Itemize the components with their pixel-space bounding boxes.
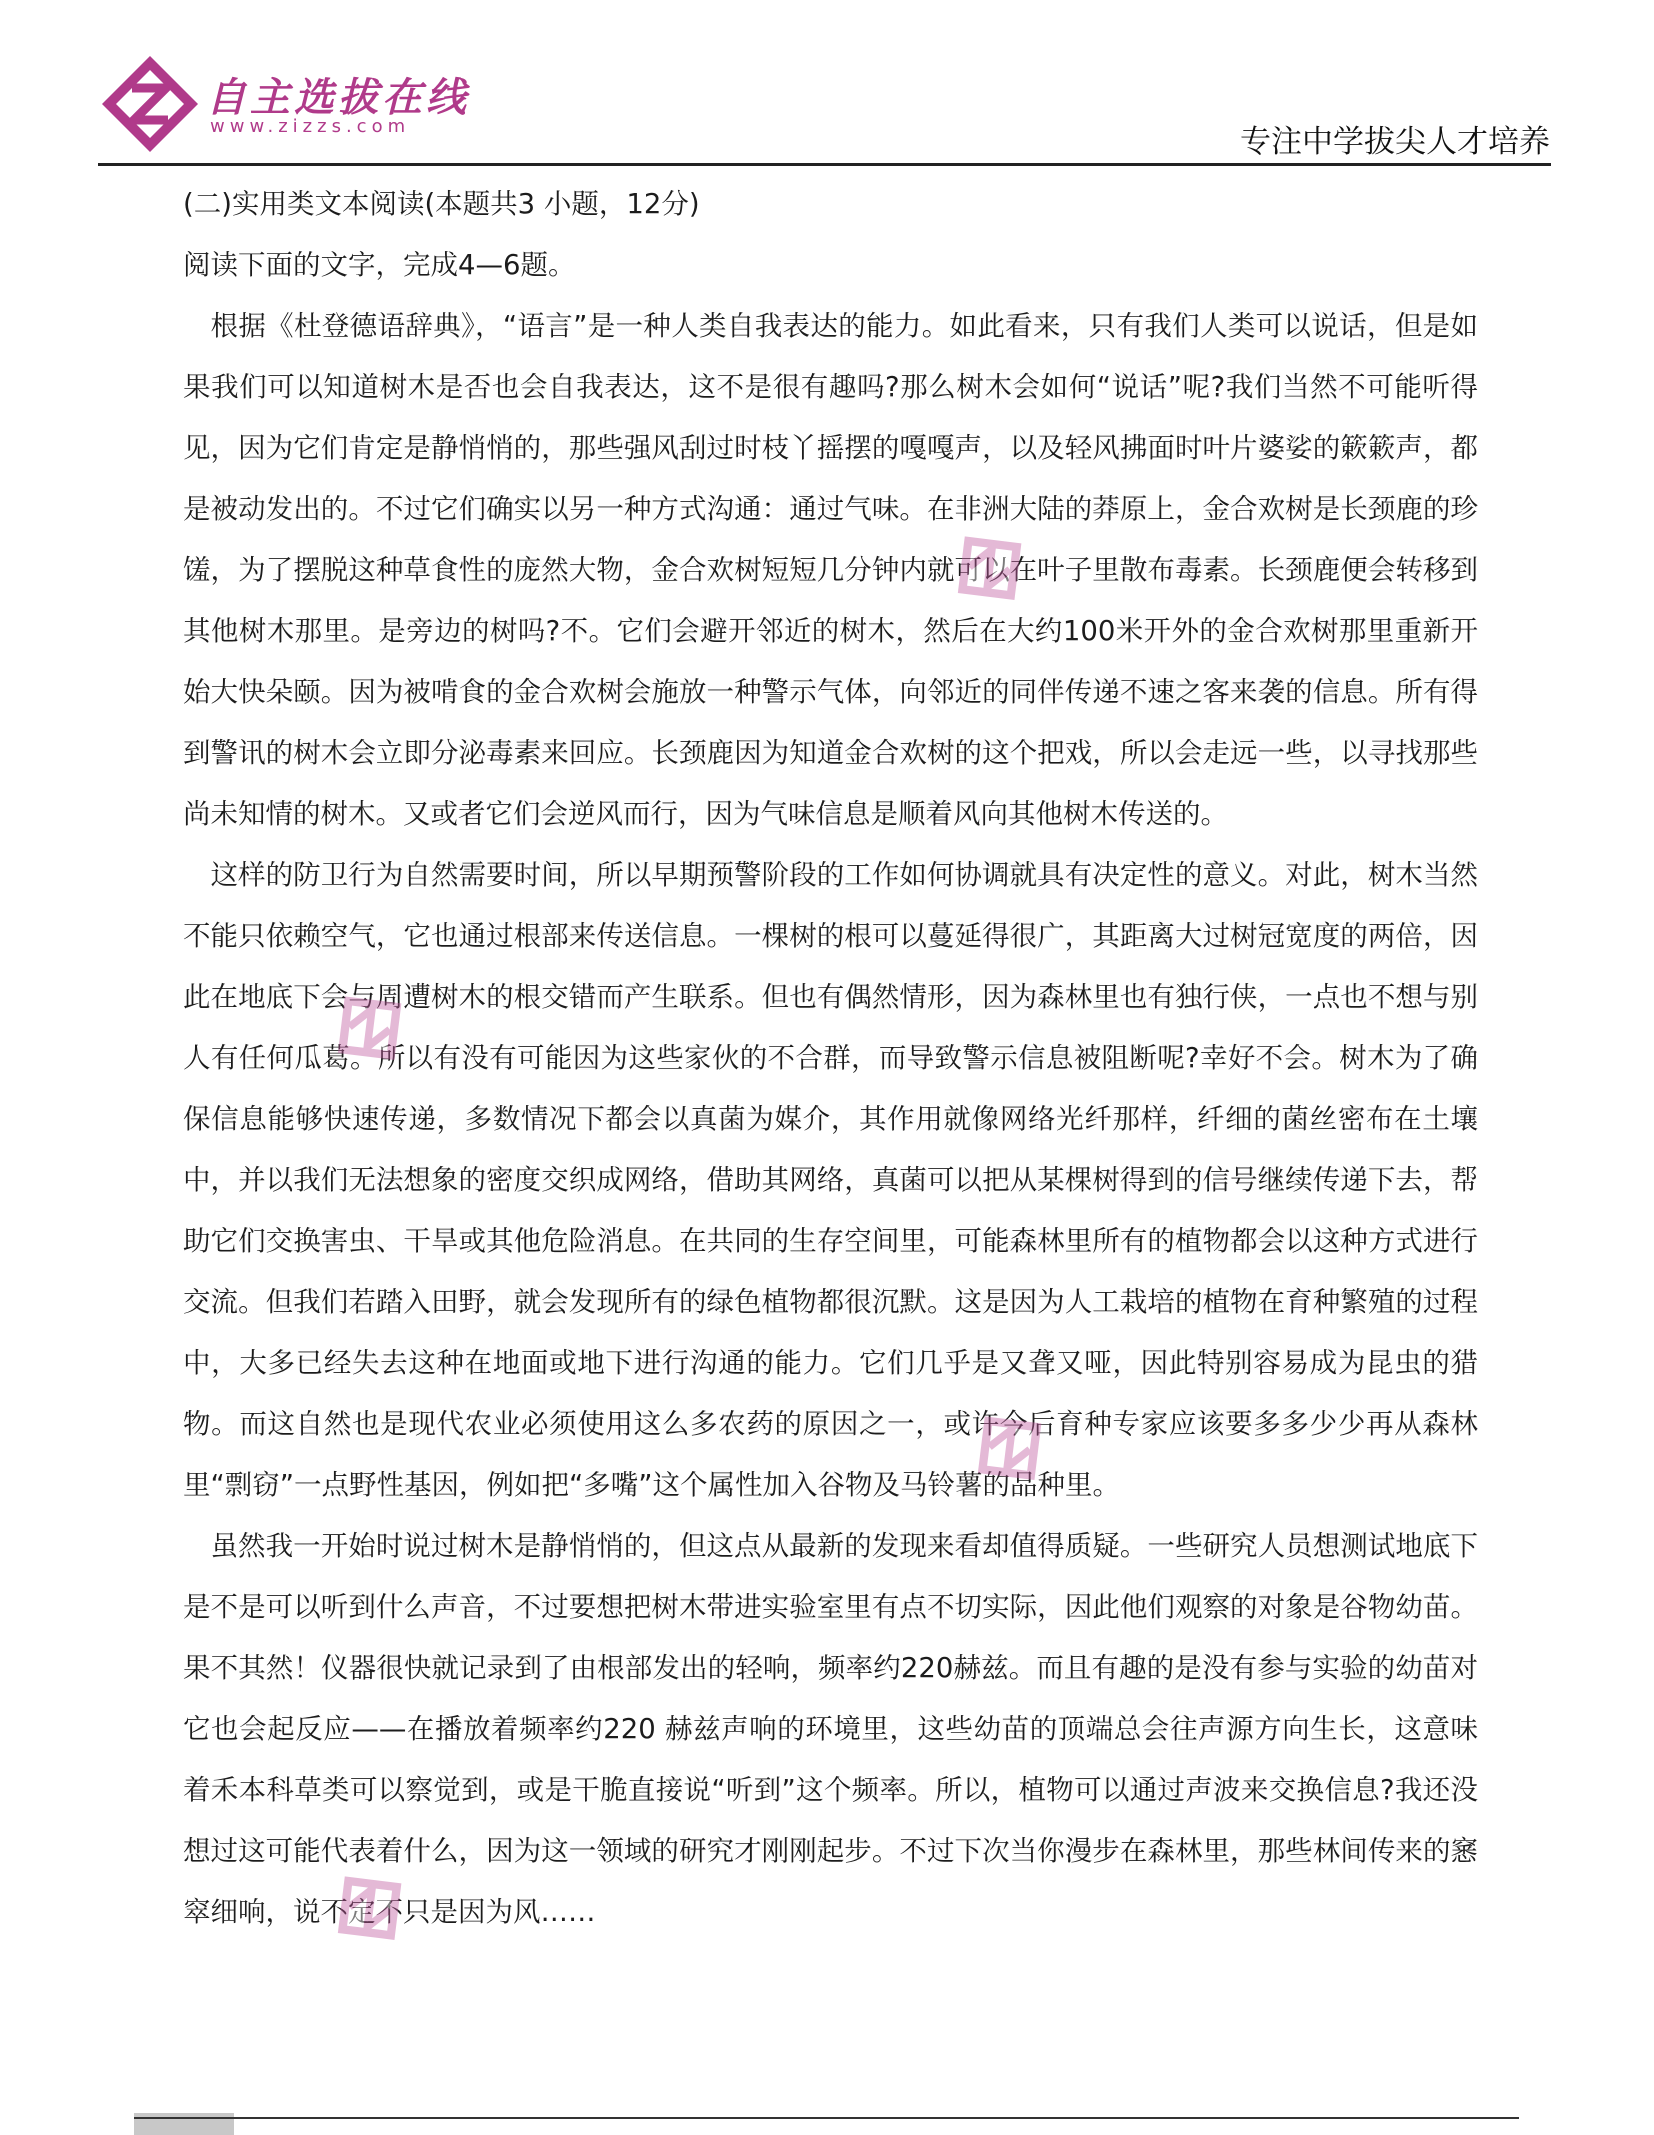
page-header <box>0 0 1654 170</box>
section-instruction: 阅读下面的文字，完成4—6题。 <box>183 249 576 281</box>
brand-logo-icon <box>100 54 200 154</box>
brand-name: 自主选拔在线 <box>206 74 470 121</box>
paragraph-3: 虽然我一开始时说过树木是静悄悄的，但这点从最新的发现来看却值得质疑。一些研究人员想测试地底下是不是可以听到什么声音，不过要想把树木带进实验室里有点不切实际，因此他们观察的对象是谷物幼苗。果不其然！仪器很快就记录到了由根部发出的轻响，频率约220赫兹。而且有趣的是没有参与实验的幼苗对它也会起反应——在播放着频率约220 赫兹声响的环境里，这些幼苗的顶端总会往声源方向生长，这意味着禾本科草类可以察觉到，或是干脆直接说“听到”这个频率。所以，植物可以通过声波来交换信息?我还没想过这可能代表着什么，因为这一领域的研究才刚刚起步。不过下次当你漫步在森林里，那些林间传来的窸窣细响，说不定不只是因为风…… <box>183 1530 1478 1928</box>
section-heading: (二)实用类文本阅读(本题共3 小题，12分) <box>183 188 700 220</box>
paragraph-2: 这样的防卫行为自然需要时间，所以早期预警阶段的工作如何协调就具有决定性的意义。对此，树木当然不能只依赖空气，它也通过根部来传送信息。一棵树的根可以蔓延得很广，其距离大过树冠宽度的两倍，因此在地底下会与周遭树木的根交错而产生联系。但也有偶然情形，因为森林里也有独行侠，一点也不想与别人有任何瓜葛。所以有没有可能因为这些家伙的不合群，而导致警示信息被阻断呢?幸好不会。树木为了确保信息能够快速传递，多数情况下都会以真菌为媒介，其作用就像网络光纤那样，纤细的菌丝密布在土壤中，并以我们无法想象的密度交织成网络，借助其网络，真菌可以把从某棵树得到的信号继续传递下去，帮助它们交换害虫、干旱或其他危险消息。在共同的生存空间里，可能森林里所有的植物都会以这种方式进行交流。但我们若踏入田野，就会发现所有的绿色植物都很沉默。这是因为人工栽培的植物在育种繁殖的过程中，大多已经失去这种在地面或地下进行沟通的能力。它们几乎是又聋又哑，因此特别容易成为昆虫的猎物。而这自然也是现代农业必须使用这么多农药的原因之一，或许今后育种专家应该要多多少少再从森林里“剽窃”一点野性基因，例如把“多嘴”这个属性加入谷物及马铃薯的品种里。 <box>183 859 1478 1501</box>
header-slogan: 专注中学拔尖人才培养 <box>1240 124 1550 160</box>
footer-divider <box>134 2117 1519 2119</box>
brand-url: www.zizzs.com <box>210 116 411 137</box>
article-body <box>183 174 1478 1943</box>
paragraph-1: 根据《杜登德语辞典》，“语言”是一种人类自我表达的能力。如此看来，只有我们人类可以说话，但是如果我们可以知道树木是否也会自我表达，这不是很有趣吗?那么树木会如何“说话”呢?我们当然不可能听得见，因为它们肯定是静悄悄的，那些强风刮过时枝丫摇摆的嘎嘎声，以及轻风拂面时叶片婆娑的簌簌声，都是被动发出的。不过它们确实以另一种方式沟通：通过气味。在非洲大陆的莽原上，金合欢树是长颈鹿的珍馐，为了摆脱这种草食性的庞然大物，金合欢树短短几分钟内就可以在叶子里散布毒素。长颈鹿便会转移到其他树木那里。是旁边的树吗?不。它们会避开邻近的树木，然后在大约100米开外的金合欢树那里重新开始大快朵颐。因为被啃食的金合欢树会施放一种警示气体，向邻近的同伴传递不速之客来袭的信息。所有得到警讯的树木会立即分泌毒素来回应。长颈鹿因为知道金合欢树的这个把戏，所以会走远一些，以寻找那些尚未知情的树木。又或者它们会逆风而行，因为气味信息是顺着风向其他树木传送的。 <box>183 310 1478 830</box>
header-divider <box>98 163 1551 166</box>
